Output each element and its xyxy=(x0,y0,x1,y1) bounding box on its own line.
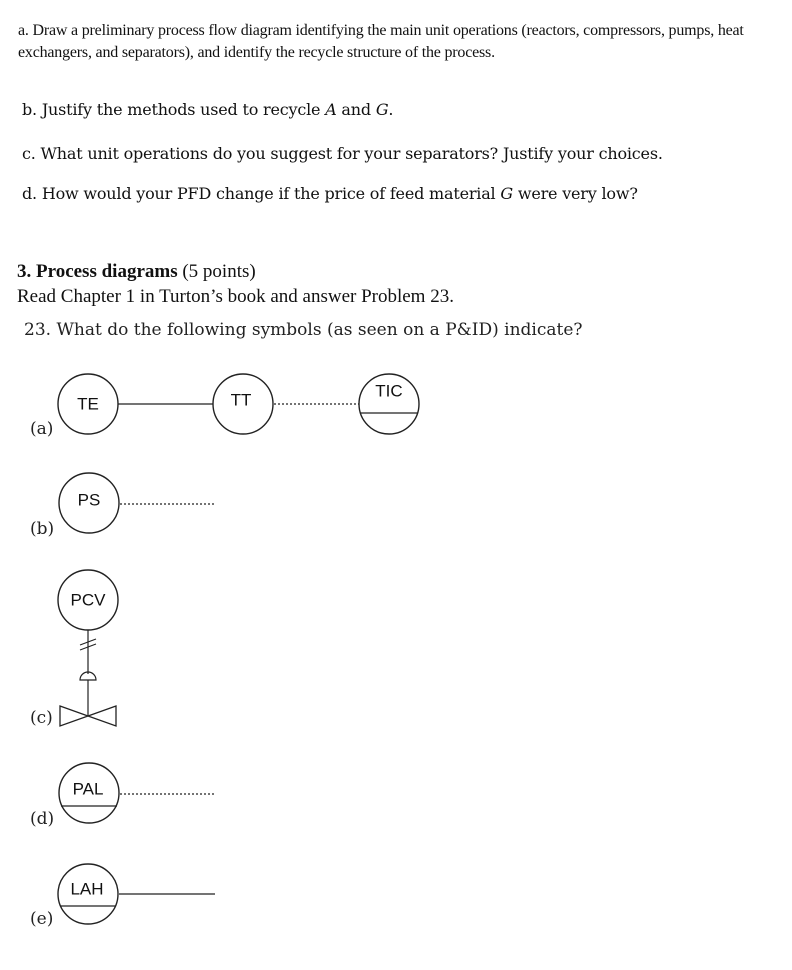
tt-tag: TT xyxy=(230,390,252,410)
symbol-group-b xyxy=(30,473,216,539)
te-tag: TE xyxy=(77,394,99,414)
tic-tag: TIC xyxy=(375,381,403,401)
symbol-d-label: (d) xyxy=(30,809,55,829)
question-b-mid: and xyxy=(336,100,376,119)
pal-tag: PAL xyxy=(72,779,104,799)
question-b-suffix: . xyxy=(388,100,394,119)
section-points: (5 points) xyxy=(177,261,256,282)
question-b-var-a: A xyxy=(325,100,337,119)
section-instruction: Read Chapter 1 in Turton’s book and answer Problem 23. xyxy=(17,286,454,307)
symbol-group-c xyxy=(30,570,118,728)
symbol-a-label: (a) xyxy=(30,419,54,439)
lah-tag: LAH xyxy=(70,879,104,899)
question-c: c. What unit operations do you suggest for your separators? Justify your choices. xyxy=(22,144,663,163)
question-b-var-g: G xyxy=(375,100,389,119)
symbol-group-e xyxy=(30,864,215,929)
section-title-bold: 3. Process diagrams xyxy=(17,261,178,282)
symbol-c-label: (c) xyxy=(30,708,53,728)
ps-tag: PS xyxy=(77,490,101,510)
pcv-tag: PCV xyxy=(70,590,106,610)
symbol-group-a xyxy=(30,374,419,439)
question-d-var-g: G xyxy=(500,184,513,203)
question-a: a. Draw a preliminary process flow diagram identifying the main unit operations (reactors, compressors, pumps, heat exchangers, and separators), and identify the recycle structure of the process. xyxy=(18,22,744,61)
question-d-suffix: were very low? xyxy=(512,184,638,203)
question-b-prefix: b. Justify the methods used to recycle xyxy=(22,100,326,119)
symbol-group-d xyxy=(30,763,216,829)
question-d-prefix: d. How would your PFD change if the price of feed material xyxy=(22,184,501,203)
symbol-b-label: (b) xyxy=(30,519,55,539)
problem-text: 23. What do the following symbols (as seen on a P&ID) indicate? xyxy=(24,320,583,340)
symbol-e-label: (e) xyxy=(30,909,54,929)
